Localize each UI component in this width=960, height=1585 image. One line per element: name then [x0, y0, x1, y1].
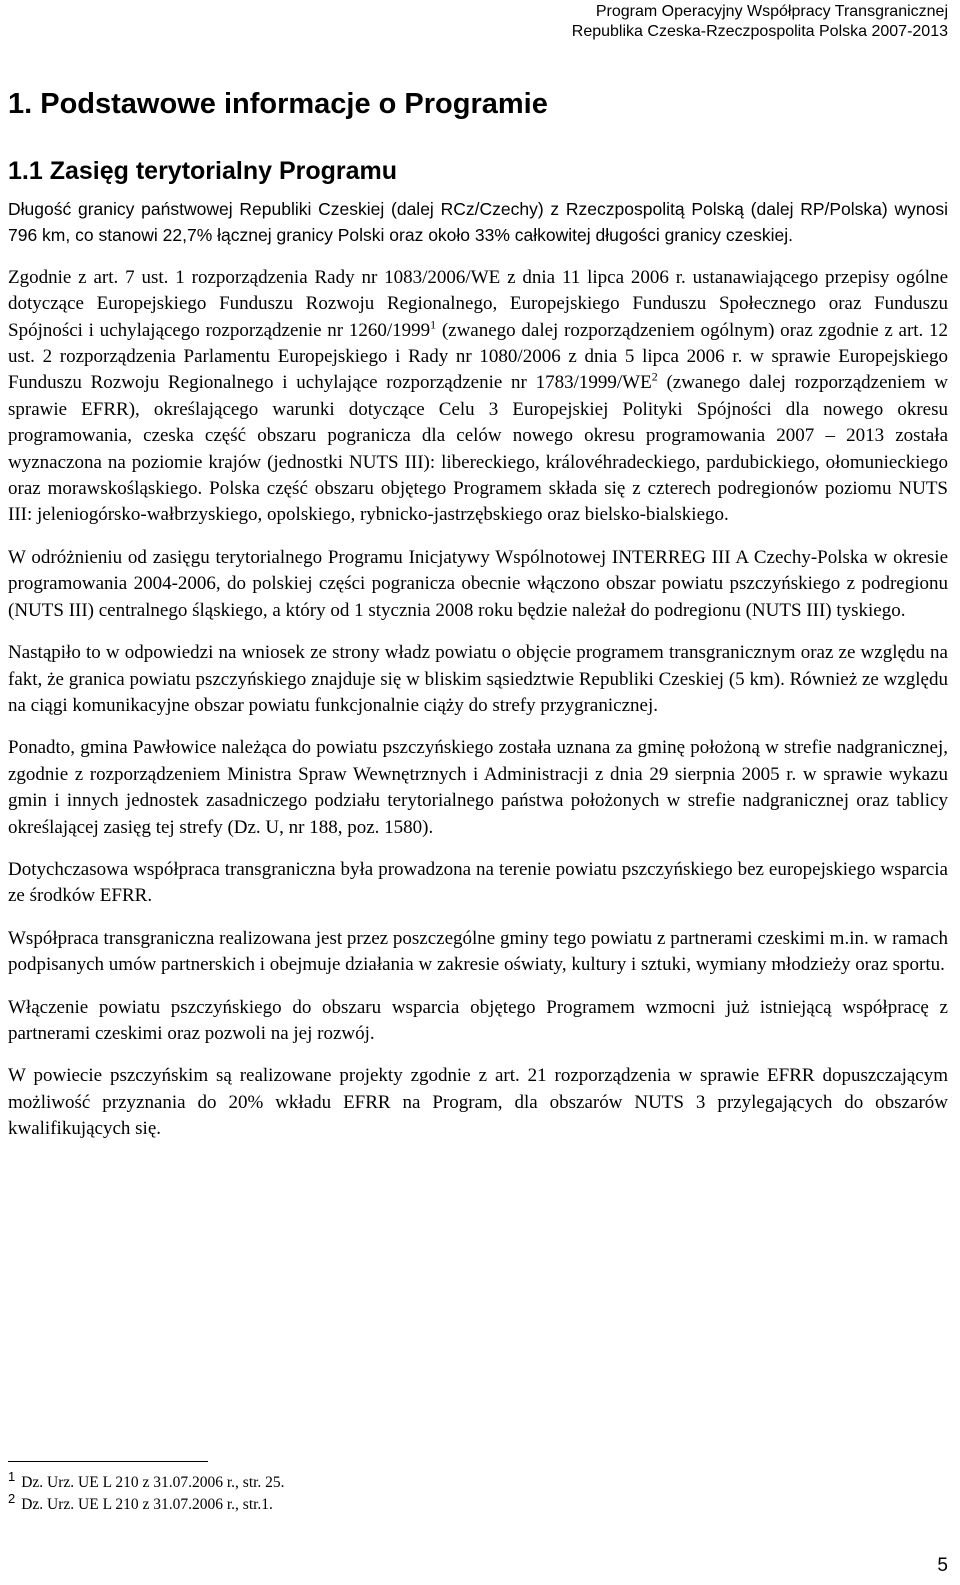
footnote-ref-1[interactable]: 1 — [430, 317, 437, 332]
subsection-heading: 1.1 Zasięg terytorialny Programu — [8, 157, 398, 185]
running-header — [572, 2, 948, 42]
paragraph-projects: W powiecie pszczyńskim są realizowane projekty zgodnie z art. 21 rozporządzenia w sprawie EFRR dopuszczającym możliwość przyznania do 20% wkładu EFRR na Program, dla obszarów NUTS 3 przylegających do obszarów kwalifikujących się. — [8, 1065, 948, 1140]
paragraph-interreg: W odróżnieniu od zasięgu terytorialnego Programu Inicjatywy Wspólnotowej INTERREG III A Czechy-Polska w okresie programowania 2004-2006, do polskiej części pogranicza obecnie włączono obszar powiatu pszczyńskiego z podregionu (NUTS III) centralnego śląskiego, a który od 1 stycznia 2008 roku będzie należał do podregionu (NUTS III) tyskiego. — [8, 546, 948, 621]
header-line-2: Republika Czeska-Rzeczpospolita Polska 2007-2013 — [571, 23, 948, 40]
footnote-mark: 1 — [8, 1468, 16, 1484]
footnote-mark: 2 — [8, 1490, 16, 1506]
paragraph-part-3: (zwanego dalej rozporządzeniem w sprawie EFRR), określającego warunki dotyczące Celu 3 Europejskiej Polityki Spójności dla nowego okresu programowania, czeska część obszaru pogranicza dla celów nowego okresu programowania 2007 – 2013 została wyznaczona na poziomie krajów (jednostki NUTS III): libereckiego, královéhradeckiego, pardubickiego, ołomunieckiego oraz morawskośląskiego. Polska część obszaru objętego Programem składa się z czterech podregionów poziomu NUTS III: jeleniogórsko-wałbrzyskiego, opolskiego, rybnicko-jastrzębskiego oraz bielsko-bialskiego. — [8, 372, 948, 526]
paragraph-inclusion: Włączenie powiatu pszczyńskiego do obszaru wsparcia objętego Programem wzmocni już istniejącą współpracę z partnerami czeskimi oraz pozwoli na jej rozwój. — [8, 996, 948, 1044]
paragraph-request: Nastąpiło to w odpowiedzi na wniosek ze strony władz powiatu o objęcie programem transgranicznym oraz ze względu na fakt, że granica powiatu pszczyńskiego znajduje się w bliskim sąsiedztwie Republiki Czeskiej (5 km). Również ze względu na ciągi komunikacyjne obszar powiatu funkcjonalnie ciąży do strefy przygranicznej. — [8, 642, 948, 716]
section-heading: 1. Podstawowe informacje o Programie — [8, 88, 548, 120]
paragraph-legal-basis — [8, 265, 948, 529]
paragraph-cooperation-history: Dotychczasowa współpraca transgraniczna była prowadzona na terenie powiatu pszczyńskiego bez europejskiego wsparcia ze środków EFRR. — [8, 858, 948, 907]
footnote-text: Dz. Urz. UE L 210 z 31.07.2006 r., str.1. — [21, 1496, 273, 1513]
paragraph-pawlowice: Ponadto, gmina Pawłowice należąca do powiatu pszczyńskiego została uznana za gminę położoną w strefie nadgranicznej, zgodnie z rozporządzeniem Ministra Spraw Wewnętrznych i Administracji z dnia 29 sierpnia 2005 r. w sprawie wykazu gmin i innych jednostek zasadniczego podziału terytorialnego państwa położonych w strefie nadgranicznej oraz tablicy określającej zasięg tej strefy (Dz. U, nr 188, poz. 1580). — [8, 737, 948, 838]
footnote-text: Dz. Urz. UE L 210 z 31.07.2006 r., str. 25. — [21, 1474, 285, 1491]
paragraph-part-2: (zwanego dalej rozporządzeniem ogólnym) oraz zgodnie z art. 12 ust. 2 rozporządzenia Parlamentu Europejskiego i Rady nr 1080/2006 z dnia 5 lipca 2006 r. w sprawie Europejskiego Funduszu Rozwoju Regionalnego i uchylające rozporządzenie nr 1783/1999/WE — [8, 319, 949, 394]
footnotes — [8, 1468, 285, 1516]
paragraph-border-length: Długość granicy państwowej Republiki Czeskiej (dalej RCz/Czechy) z Rzeczpospolitą Polską (dalej RP/Polska) wynosi 796 km, co stanowi 22,7% łącznej granicy Polski oraz około 33% całkowitej długości granicy czeskiej. — [8, 199, 948, 246]
footnote-1 — [8, 1468, 285, 1494]
footnote-2 — [8, 1490, 285, 1516]
main-content — [8, 84, 948, 1159]
paragraph-cooperation-partners: Współpraca transgraniczna realizowana jest przez poszczególne gminy tego powiatu z partnerami czeskimi m.in. w ramach podpisanych umów partnerskich i obejmuje działania w zakresie oświaty, kultury i sztuki, wymiany młodzieży oraz sportu. — [8, 927, 948, 976]
footnote-divider — [8, 1461, 208, 1462]
footnote-ref-2[interactable]: 2 — [651, 370, 658, 385]
paragraph-part-1: Zgodnie z art. 7 ust. 1 rozporządzenia Rady nr 1083/2006/WE z dnia 11 lipca 2006 r. ustanawiającego przepisy ogólne dotyczące Europejskiego Funduszu Rozwoju Regionalnego, Europejskiego Funduszu Społecznego oraz Funduszu Spójności i uchylającego rozporządzenie nr 1260/1999 — [8, 266, 948, 341]
page-number: 5 — [937, 1555, 948, 1576]
header-line-1: Program Operacyjny Współpracy Transgranicznej — [595, 3, 948, 20]
